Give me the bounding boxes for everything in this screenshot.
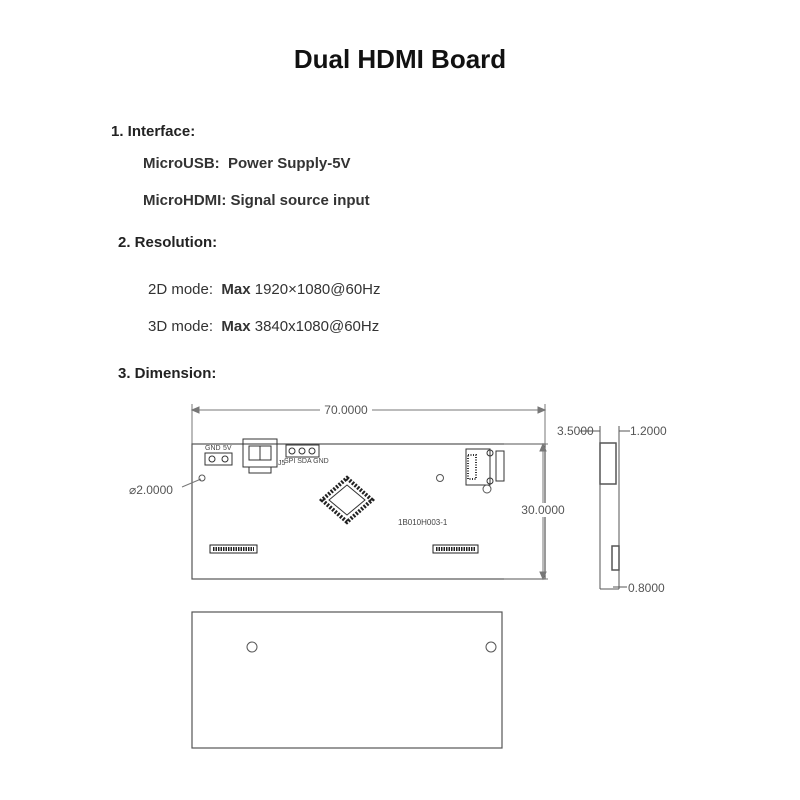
page-title: Dual HDMI Board [293, 44, 507, 74]
mode-3d-value: 3840x1080@60Hz [254, 318, 380, 335]
side-bottom-label: 0.8000 [628, 581, 665, 595]
gnd-label: GND [205, 445, 221, 452]
mounting-hole-3 [483, 485, 491, 493]
mounting-hole-2 [437, 475, 444, 482]
bottom-view-outline [192, 612, 502, 748]
usb-value: Power Supply-5V [228, 155, 351, 172]
mode-3d-label: 3D mode: [148, 318, 214, 335]
signal-header-label: SPI SDA GND [284, 458, 329, 465]
5v-label: 5V [223, 445, 232, 452]
mode-2d-label: 2D mode: [148, 281, 214, 298]
board-id-label: 1B010H003-1 [398, 518, 448, 527]
header-ref-label: J5 [278, 460, 286, 467]
mode-2d-value: 1920×1080@60Hz [254, 281, 381, 298]
usb-label: MicroUSB: [143, 155, 220, 172]
micro-hdmi-connector [466, 449, 504, 485]
width-label: 70.0000 [324, 403, 368, 417]
mounting-hole [199, 475, 205, 481]
height-label: 30.0000 [521, 503, 565, 517]
bottom-hole-left [247, 642, 257, 652]
dimension-heading: 3. Dimension: [118, 365, 217, 382]
power-header [205, 453, 232, 465]
signal-header [286, 445, 319, 457]
mode-2d-max: Max [221, 281, 251, 298]
resolution-heading: 2. Resolution: [118, 234, 218, 251]
side-thickness-label: 3.5000 [557, 424, 594, 438]
side-view [580, 426, 630, 589]
hdmi-label: MicroHDMI: [143, 192, 227, 209]
main-chip [322, 478, 372, 522]
board-outline [192, 444, 545, 579]
fpc-connector-right [433, 545, 478, 553]
mode-3d-max: Max [221, 318, 251, 335]
hdmi-value: Signal source input [230, 192, 370, 209]
interface-heading: 1. Interface: [111, 123, 196, 140]
hole-diameter-label: ⌀2.0000 [129, 483, 173, 497]
fpc-connector-left [210, 545, 257, 553]
side-top-label: 1.2000 [630, 424, 667, 438]
bottom-hole-right [486, 642, 496, 652]
